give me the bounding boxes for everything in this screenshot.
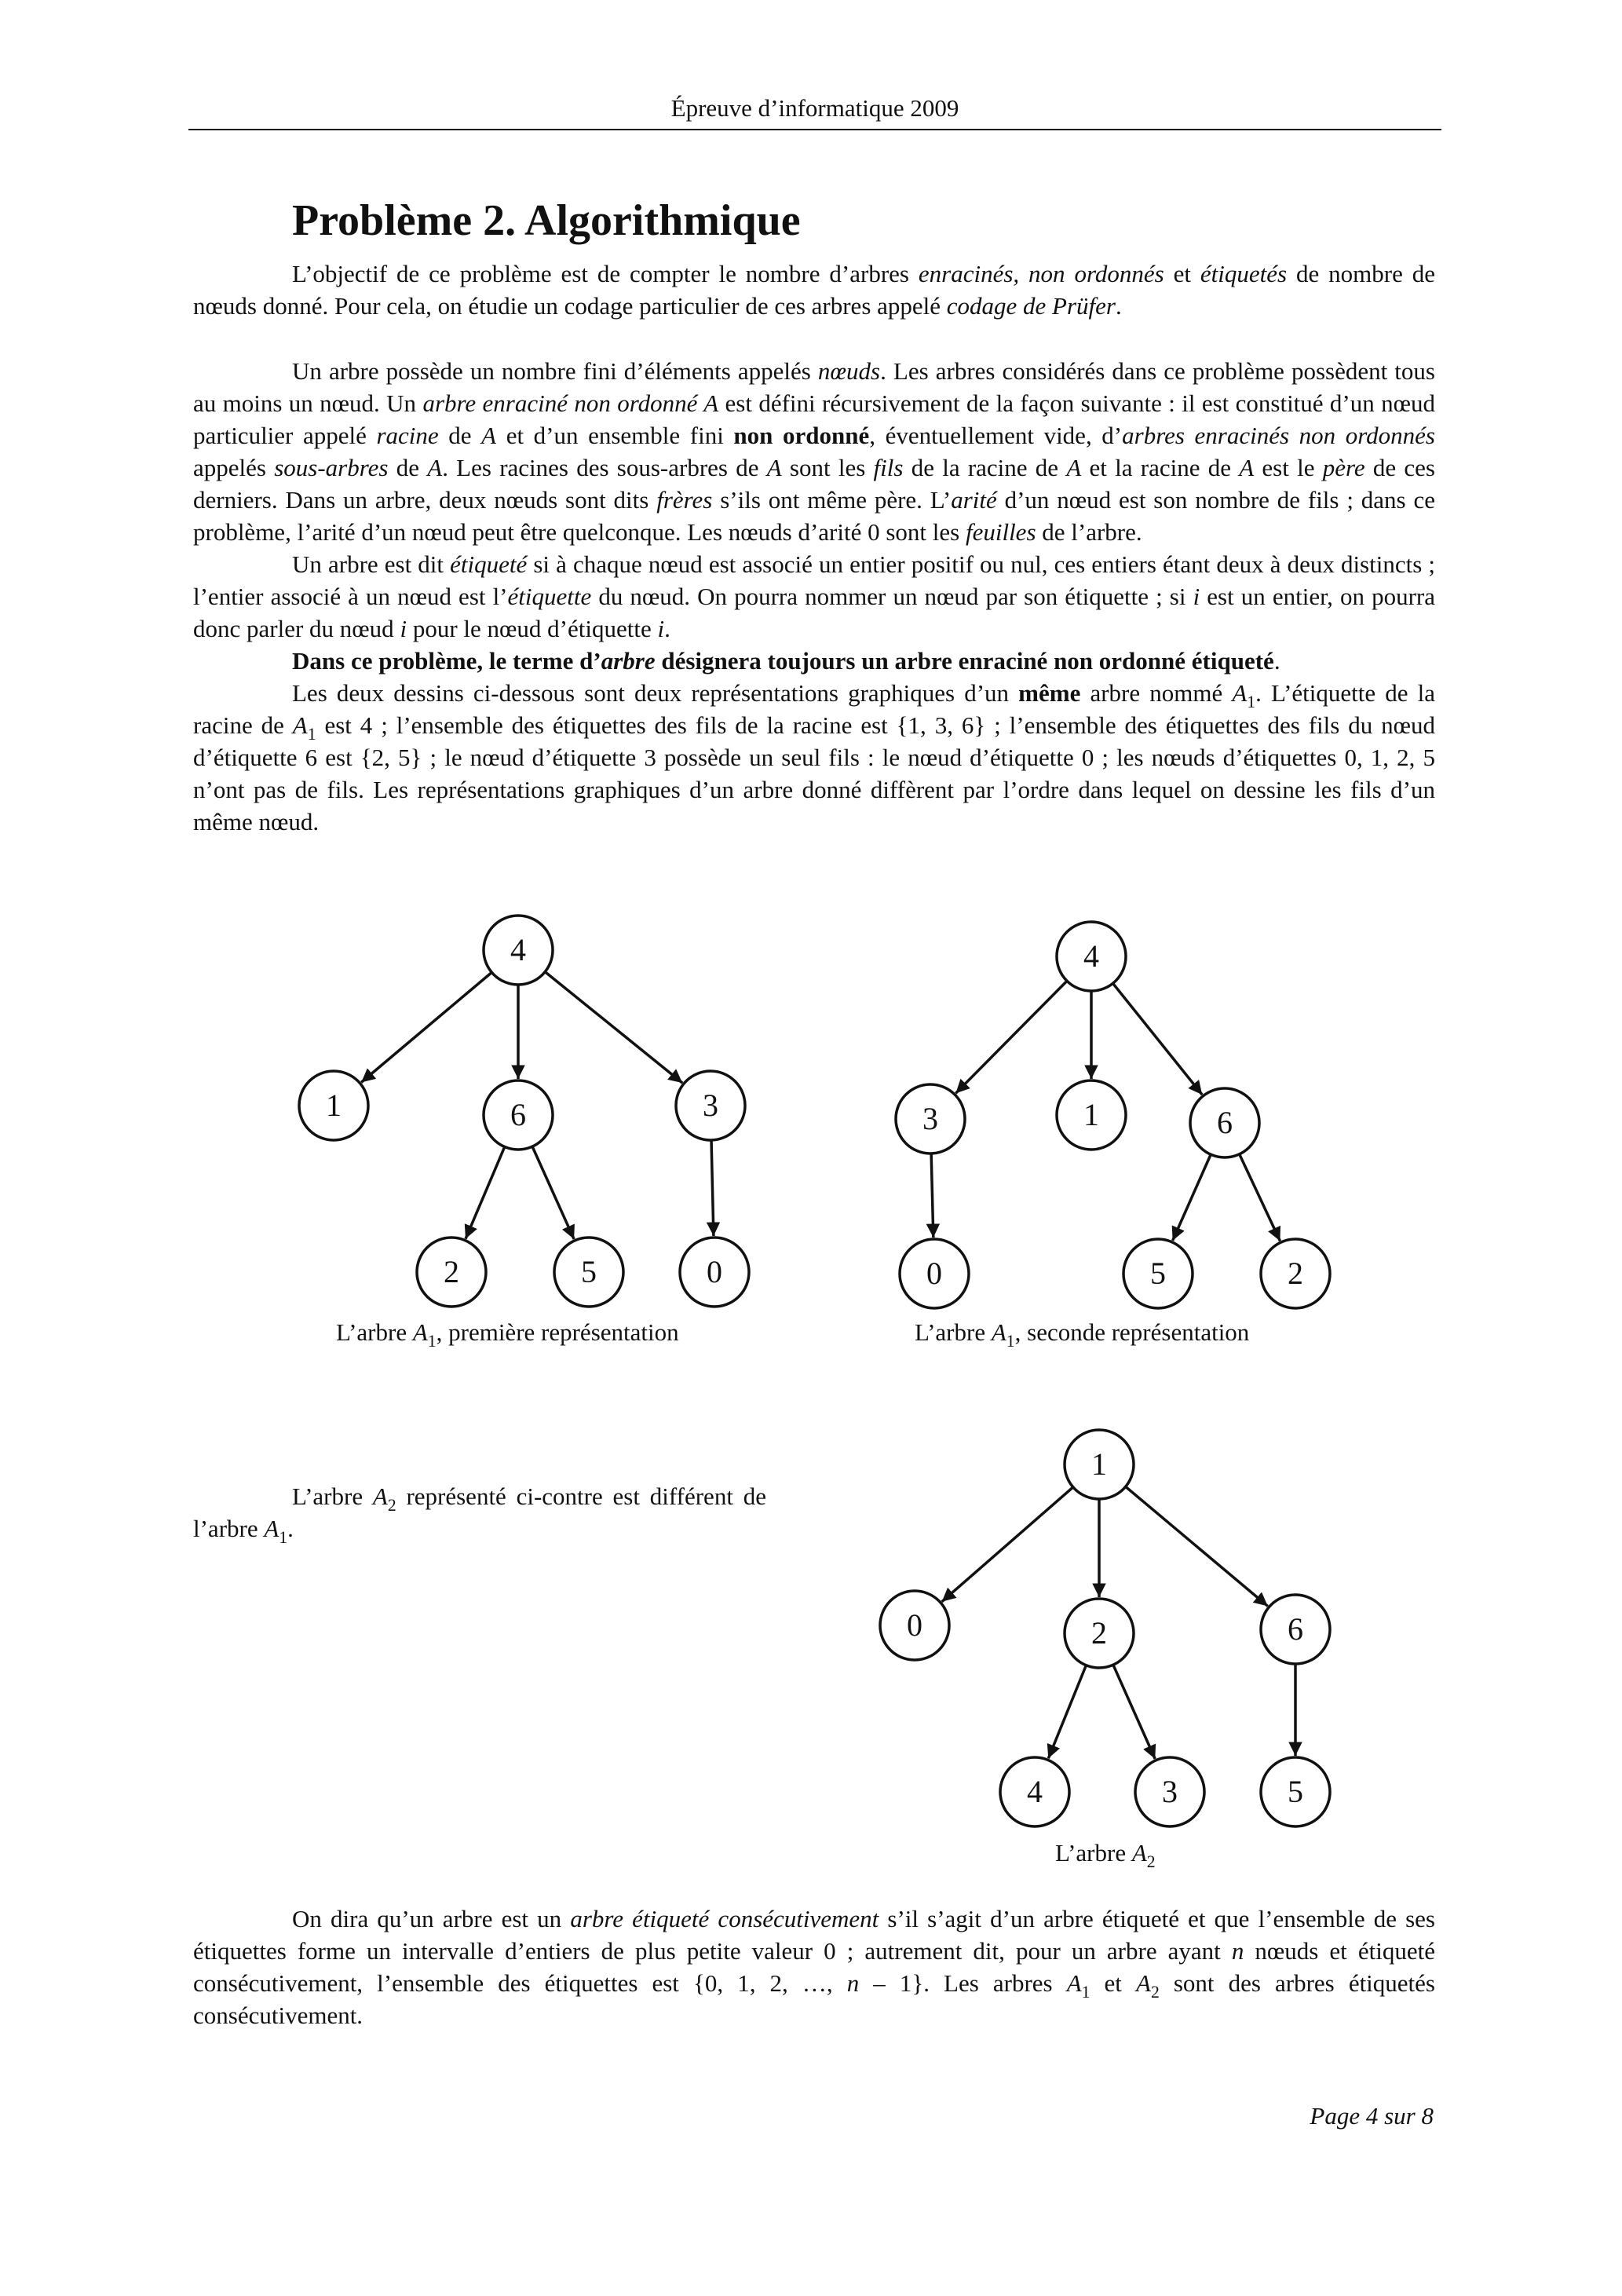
tree-node-label: 1 xyxy=(1083,1097,1099,1132)
consecutive-labeling-paragraph: On dira qu’un arbre est un arbre étiqueté consécutivement s’il s’agit d’un arbre étiqueté et que l’ensemble de ses étiquettes forme un intervalle d’entiers de plus petite valeur 0 ; autrement dit, pour un arbre ayant n nœuds et étiqueté consécutivement, l’ensemble des étiquettes est {0, 1, 2, …, n – 1}. Les arbres $A_1$ et $A_2$ sont des arbres étiquetés consécutivement. xyxy=(193,1905,1435,2029)
tree-node-label: 3 xyxy=(703,1088,718,1123)
definition-paragraph-2: Un arbre est dit étiqueté si à chaque nœud est associé un entier positif ou nul, ces entiers étant deux à deux distincts ; l’entier associé à un nœud est l’étiquette du nœud. On pourra nommer un nœud par son étiquette ; si i est un entier, on pourra donc parler du nœud i pour le nœud d’étiquette i. xyxy=(193,550,1435,642)
caption-tree-a1-first: L’arbre $A_1$, première représentation xyxy=(336,1318,679,1351)
definition-paragraph-3: Dans ce problème, le terme d’arbre désignera toujours un arbre enraciné non ordonné étiqueté. xyxy=(292,647,1280,675)
tree-node-label: 0 xyxy=(907,1607,922,1643)
tree-node-label: 2 xyxy=(1288,1256,1303,1291)
tree-node-label: 4 xyxy=(1083,938,1099,974)
caption-tree-a1-second: L’arbre $A_1$, seconde représentation xyxy=(915,1318,1250,1351)
tree-node-label: 3 xyxy=(1162,1774,1178,1809)
tree-edge-arrow xyxy=(942,1487,1073,1602)
running-header: Épreuve d’informatique 2009 xyxy=(670,94,959,122)
tree-edge-arrow xyxy=(1113,1665,1155,1759)
tree-node-label: 2 xyxy=(444,1254,459,1289)
tree-edge-arrow xyxy=(1048,1665,1086,1759)
tree-node-label: 4 xyxy=(1027,1774,1043,1809)
side-note: L’arbre $A_2$ représenté ci-contre est différent de l’arbre $A_1$. xyxy=(193,1483,766,1547)
tree-node-label: 0 xyxy=(707,1254,722,1289)
tree-node-label: 4 xyxy=(510,932,526,967)
page-number: Page 4 sur 8 xyxy=(1310,2102,1434,2130)
tree-node-label: 5 xyxy=(1288,1774,1303,1809)
tree-node-label: 2 xyxy=(1091,1615,1107,1651)
tree-node-label: 3 xyxy=(922,1101,938,1136)
problem-title: Problème 2. Algorithmique xyxy=(292,196,801,245)
tree-node-label: 5 xyxy=(581,1254,597,1289)
definition-paragraph-1: Un arbre possède un nombre fini d’éléments appelés nœuds. Les arbres considérés dans ce problème possèdent tous au moins un nœud. Un arbre enraciné non ordonné A est défini récursivement de la façon suivante : il est constitué d’un nœud particulier appelé racine de A et d’un ensemble fini non ordonné, éventuellement vide, d’arbres enracinés non ordonnés appelés sous-arbres de A. Les racines des sous-arbres de A sont les fils de la racine de A et la racine de A est le père de ces derniers. Dans un arbre, deux nœuds sont dits frères s’ils ont même père. L’arité d’un nœud est son nombre de fils ; dans ce problème, l’arité d’un nœud peut être quelconque. Les nœuds d’arité 0 sont les feuilles de l’arbre. xyxy=(193,357,1435,546)
tree-node-label: 6 xyxy=(1217,1105,1233,1140)
tree-node-label: 5 xyxy=(1150,1256,1166,1291)
definition-paragraph-4: Les deux dessins ci-dessous sont deux représentations graphiques d’un même arbre nommé $A_1$. L’étiquette de la racine de $A_1$ est 4 ; l’ensemble des étiquettes des fils de la racine est {1, 3, 6} ; l’ensemble des étiquettes des fils du nœud d’étiquette 6 est {2, 5} ; le nœud d’étiquette 3 possède un seul fils : le nœud d’étiquette 0 ; les nœuds d’étiquettes 0, 1, 2, 5 n’ont pas de fils. Les représentations graphiques d’un arbre donné diffèrent par l’ordre dans lequel on dessine les fils d’un même nœud. xyxy=(193,679,1435,835)
tree-node-label: 0 xyxy=(926,1256,942,1291)
caption-tree-a2: L’arbre $A_2$ xyxy=(1055,1839,1156,1871)
tree-node-label: 6 xyxy=(1288,1611,1303,1647)
tree-node-label: 1 xyxy=(1091,1446,1107,1482)
tree-edge-arrow xyxy=(1126,1486,1268,1606)
intro-paragraph: L’objectif de ce problème est de compter le nombre d’arbres enracinés, non ordonnés et étiquetés de nombre de nœuds donné. Pour cela, on étudie un codage particulier de ces arbres appelé codage de Prüfer. xyxy=(193,260,1436,320)
tree-node-label: 6 xyxy=(510,1097,526,1132)
tree-node-label: 1 xyxy=(326,1088,342,1123)
